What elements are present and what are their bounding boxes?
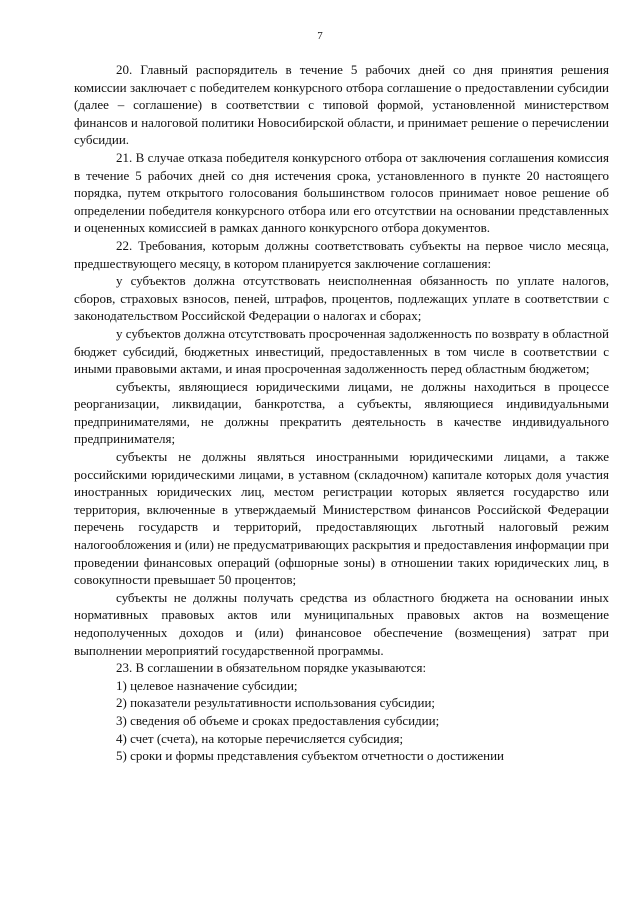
- requirement-other-funds: субъекты не должны получать средства из областного бюджета на основании иных нормативных правовых актов или муниципальных правовых актов на возмещение недополученных доходов и (или) финансовое обеспечение (возмещения) затрат при выполнении мероприятий государственной программы.: [74, 589, 609, 658]
- paragraph-23: 23. В соглашении в обязательном порядке указываются:: [116, 660, 427, 676]
- document-body: [74, 61, 609, 765]
- list-item-5: 5) сроки и формы представления субъектом отчетности о достижении: [116, 748, 505, 764]
- requirement-taxes: у субъектов должна отсутствовать неисполненная обязанность по уплате налогов, сборов, страховых взносов, пеней, штрафов, процентов, подлежащих уплате в соответствии с законодательством Российской Федерации о налогах и сборах;: [74, 273, 609, 324]
- list-item-3: 3) сведения об объеме и сроках предоставления субсидии;: [116, 712, 440, 728]
- list-item-1: 1) целевое назначение субсидии;: [116, 677, 298, 693]
- paragraph-22: 22. Требования, которым должны соответствовать субъекты на первое число месяца, предшествующего месяцу, в котором планируется заключение соглашения:: [74, 237, 609, 271]
- requirement-foreign-entities: субъекты не должны являться иностранными юридическими лицами, а также российскими юридическими лицами, в уставном (складочном) капитале которых доля участия иностранных юридических лиц, местом регистрации которых является государство или территория, включенные в утверждаемый Министерством финансов Российской Федерации перечень государств и территорий, предоставляющих льготный налоговый режим налогообложения и (или) не предусматривающих раскрытия и предоставления информации при проведении финансовых операций (офшорные зоны) в отношении таких юридических лиц, в совокупности превышает 50 процентов;: [74, 449, 609, 588]
- list-item-4: 4) счет (счета), на которые перечисляется субсидия;: [116, 730, 404, 746]
- requirement-debt: у субъектов должна отсутствовать просроченная задолженность по возврату в областной бюджет субсидий, бюджетных инвестиций, предоставленных в том числе в соответствии с иными правовыми актами, и иная просроченная задолженность перед областным бюджетом;: [74, 325, 610, 377]
- page-number: 7: [317, 30, 323, 42]
- requirement-reorganization: субъекты, являющиеся юридическими лицами, не должны находиться в процессе реорганизации, ликвидации, банкротства, а субъекты, являющиеся индивидуальными предпринимателями, не должны прекратить деятельность в качестве индивидуального предпринимателя;: [74, 378, 609, 447]
- list-item-2: 2) показатели результативности использования субсидии;: [116, 695, 436, 711]
- paragraph-20: 20. Главный распорядитель в течение 5 рабочих дней со дня принятия решения комиссии заключает с победителем конкурсного отбора соглашение о предоставлении субсидии (далее – соглашение) в соответствии с типовой формой, установленной министерством финансов и налоговой политики Новосибирской области, и принимает решение о перечислении субсидии.: [74, 62, 609, 148]
- paragraph-21: 21. В случае отказа победителя конкурсного отбора от заключения соглашения комиссия в течение 5 рабочих дней со дня истечения срока, установленного в пункте 20 настоящего порядка, путем открытого голосования большинством голосов принимает новое решение об определении победителя конкурсного отбора или его отсутствии на основании представленных и оцененных комиссией в рамках данного конкурсного отбора документов.: [74, 149, 609, 236]
